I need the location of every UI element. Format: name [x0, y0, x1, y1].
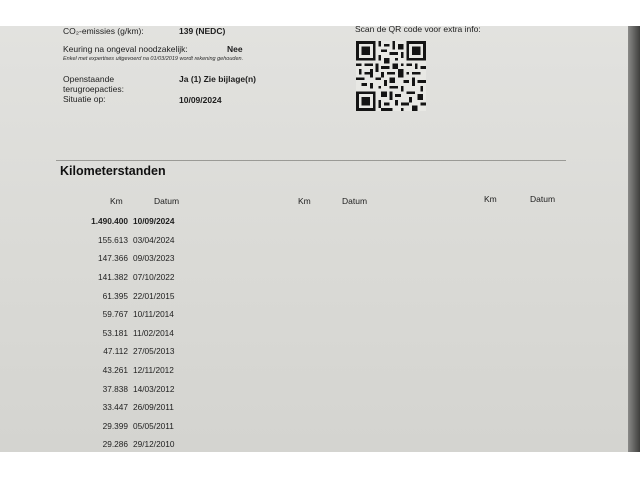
- table-row: [70, 305, 195, 324]
- km-cell: 33.447: [102, 402, 128, 413]
- km-cell: 147.366: [98, 253, 128, 264]
- inspection-note: Enkel met expertises uitgevoerd na 01/03/2019 wordt rekening gehouden.: [63, 56, 244, 62]
- km-cell: 155.613: [98, 234, 128, 245]
- inspection-label: Keuring na ongeval noodzakelijk:: [63, 44, 188, 54]
- km-cell: 29.286: [102, 439, 128, 450]
- table-row: [70, 286, 195, 305]
- document-photo: [0, 26, 640, 452]
- date-cell: 05/05/2011: [133, 420, 174, 431]
- co2-label: CO₂-emissies (g/km):: [63, 26, 144, 36]
- table-row: [70, 249, 195, 268]
- km-cell: 47.112: [103, 346, 128, 357]
- co2-value: 139 (NEDC): [179, 26, 226, 36]
- date-cell: 10/11/2014: [133, 309, 174, 320]
- date-cell: 27/05/2013: [133, 346, 175, 357]
- km-cell: 1.490.400: [91, 216, 128, 227]
- date-cell: 11/02/2014: [133, 327, 174, 338]
- table-row: [70, 212, 195, 231]
- col3-km-header: Km: [484, 194, 497, 204]
- odometer-table: [70, 212, 195, 452]
- table-row: [70, 324, 195, 343]
- qr-caption: Scan de QR code voor extra info:: [355, 26, 481, 34]
- col2-date-header: Datum: [342, 196, 368, 206]
- km-cell: 43.261: [102, 365, 128, 376]
- col3-date-header: Datum: [530, 194, 556, 204]
- col2-km-header: Km: [298, 196, 311, 206]
- situation-label: Situatie op:: [63, 94, 106, 104]
- table-row: [70, 342, 195, 361]
- km-cell: 53.181: [102, 327, 128, 338]
- table-row: [70, 268, 195, 287]
- date-cell: 03/04/2024: [133, 234, 175, 245]
- table-row: [70, 379, 195, 398]
- date-cell: 26/09/2011: [133, 402, 174, 413]
- odometer-title: Kilometerstanden: [60, 164, 166, 178]
- col1-km-header: Km: [110, 196, 123, 206]
- table-row: [70, 398, 195, 417]
- date-cell: 07/10/2022: [133, 272, 175, 283]
- inspection-value: Nee: [227, 44, 243, 54]
- km-cell: 141.382: [98, 272, 128, 283]
- situation-value: 10/09/2024: [179, 95, 222, 105]
- table-row: [70, 417, 195, 436]
- date-cell: 12/11/2012: [133, 365, 174, 376]
- table-row: [70, 231, 195, 250]
- section-divider: [56, 160, 566, 161]
- km-cell: 61.395: [102, 290, 128, 301]
- date-cell: 22/01/2015: [133, 290, 175, 301]
- date-cell: 14/03/2012: [133, 383, 175, 394]
- table-row: [70, 435, 195, 452]
- table-row: [70, 361, 195, 380]
- recalls-label-line2: terugroepacties:: [63, 84, 124, 94]
- date-cell: 29/12/2010: [133, 439, 175, 450]
- photo-edge-shadow: [628, 26, 640, 452]
- date-cell: 09/03/2023: [133, 253, 175, 264]
- km-cell: 29.399: [102, 420, 128, 431]
- date-cell: 10/09/2024: [133, 216, 175, 227]
- km-cell: 59.767: [102, 309, 128, 320]
- recalls-value: Ja (1) Zie bijlage(n): [179, 74, 256, 84]
- qr-code-icon[interactable]: [356, 41, 426, 111]
- col1-date-header: Datum: [154, 196, 180, 206]
- km-cell: 37.838: [102, 383, 128, 394]
- recalls-label-line1: Openstaande: [63, 74, 115, 84]
- paper-sheet: [0, 26, 632, 452]
